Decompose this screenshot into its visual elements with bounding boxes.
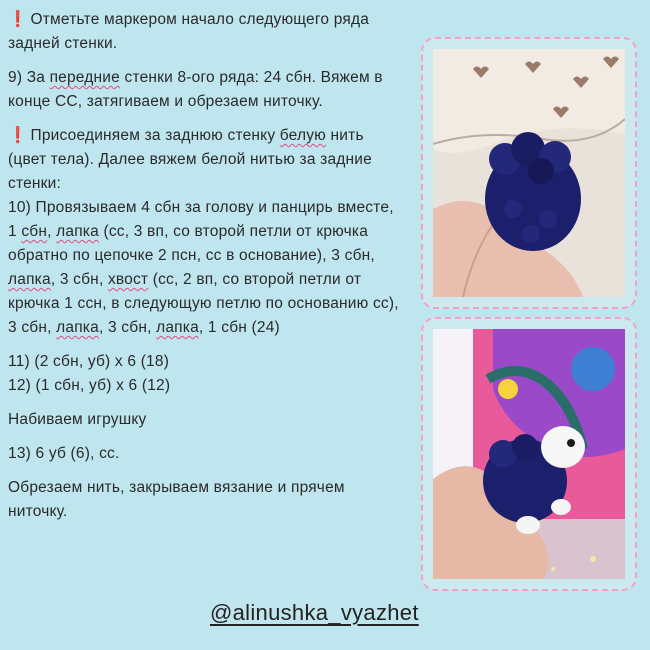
photo-frame-top bbox=[421, 37, 637, 309]
photo-frame-bottom bbox=[421, 317, 637, 591]
author-handle[interactable]: @alinushka_vyazhet bbox=[210, 600, 419, 625]
exclamation-icon: ❗ bbox=[8, 127, 28, 144]
paragraph-join: ❗ Присоединяем за заднюю стенку белую нить (цвет тела). Далее вяжем белой нитью за задние стенки: bbox=[8, 127, 372, 192]
turtle-photo bbox=[433, 329, 625, 579]
paragraph-marker: ❗ Отметьте маркером начало следующего ряда задней стенки. bbox=[8, 11, 370, 52]
exclamation-icon: ❗ bbox=[8, 11, 28, 28]
row-13: 13) 6 уб (6), сс. bbox=[8, 445, 120, 462]
paragraph-row-10: 10) Провязываем 4 сбн за голову и панцирь вместе, 1 сбн, лапка (сс, 3 вп, со второй петли от крючка обратно по цепочке 2 псн, сс в основание), 3 сбн, лапка, 3 сбн, хвост (сс, 2 вп, со второй петли от крючка 1 ссн, в следующую петлю по основанию сс), 3 сбн, лапка, 3 сбн, лапка, 1 сбн (24) bbox=[8, 199, 399, 336]
shell-photo bbox=[433, 49, 625, 297]
final-note: Обрезаем нить, закрываем вязание и прячем ниточку. bbox=[8, 479, 345, 520]
row-11: 11) (2 сбн, уб) х 6 (18) bbox=[8, 353, 170, 370]
stuffing-note: Набиваем игрушку bbox=[8, 411, 147, 428]
instructions bbox=[8, 8, 406, 534]
row-12: 12) (1 сбн, уб) х 6 (12) bbox=[8, 377, 171, 394]
paragraph-row-9: 9) За передние стенки 8-ого ряда: 24 сбн. Вяжем в конце СС, затягиваем и обрезаем ниточку. bbox=[8, 69, 383, 110]
